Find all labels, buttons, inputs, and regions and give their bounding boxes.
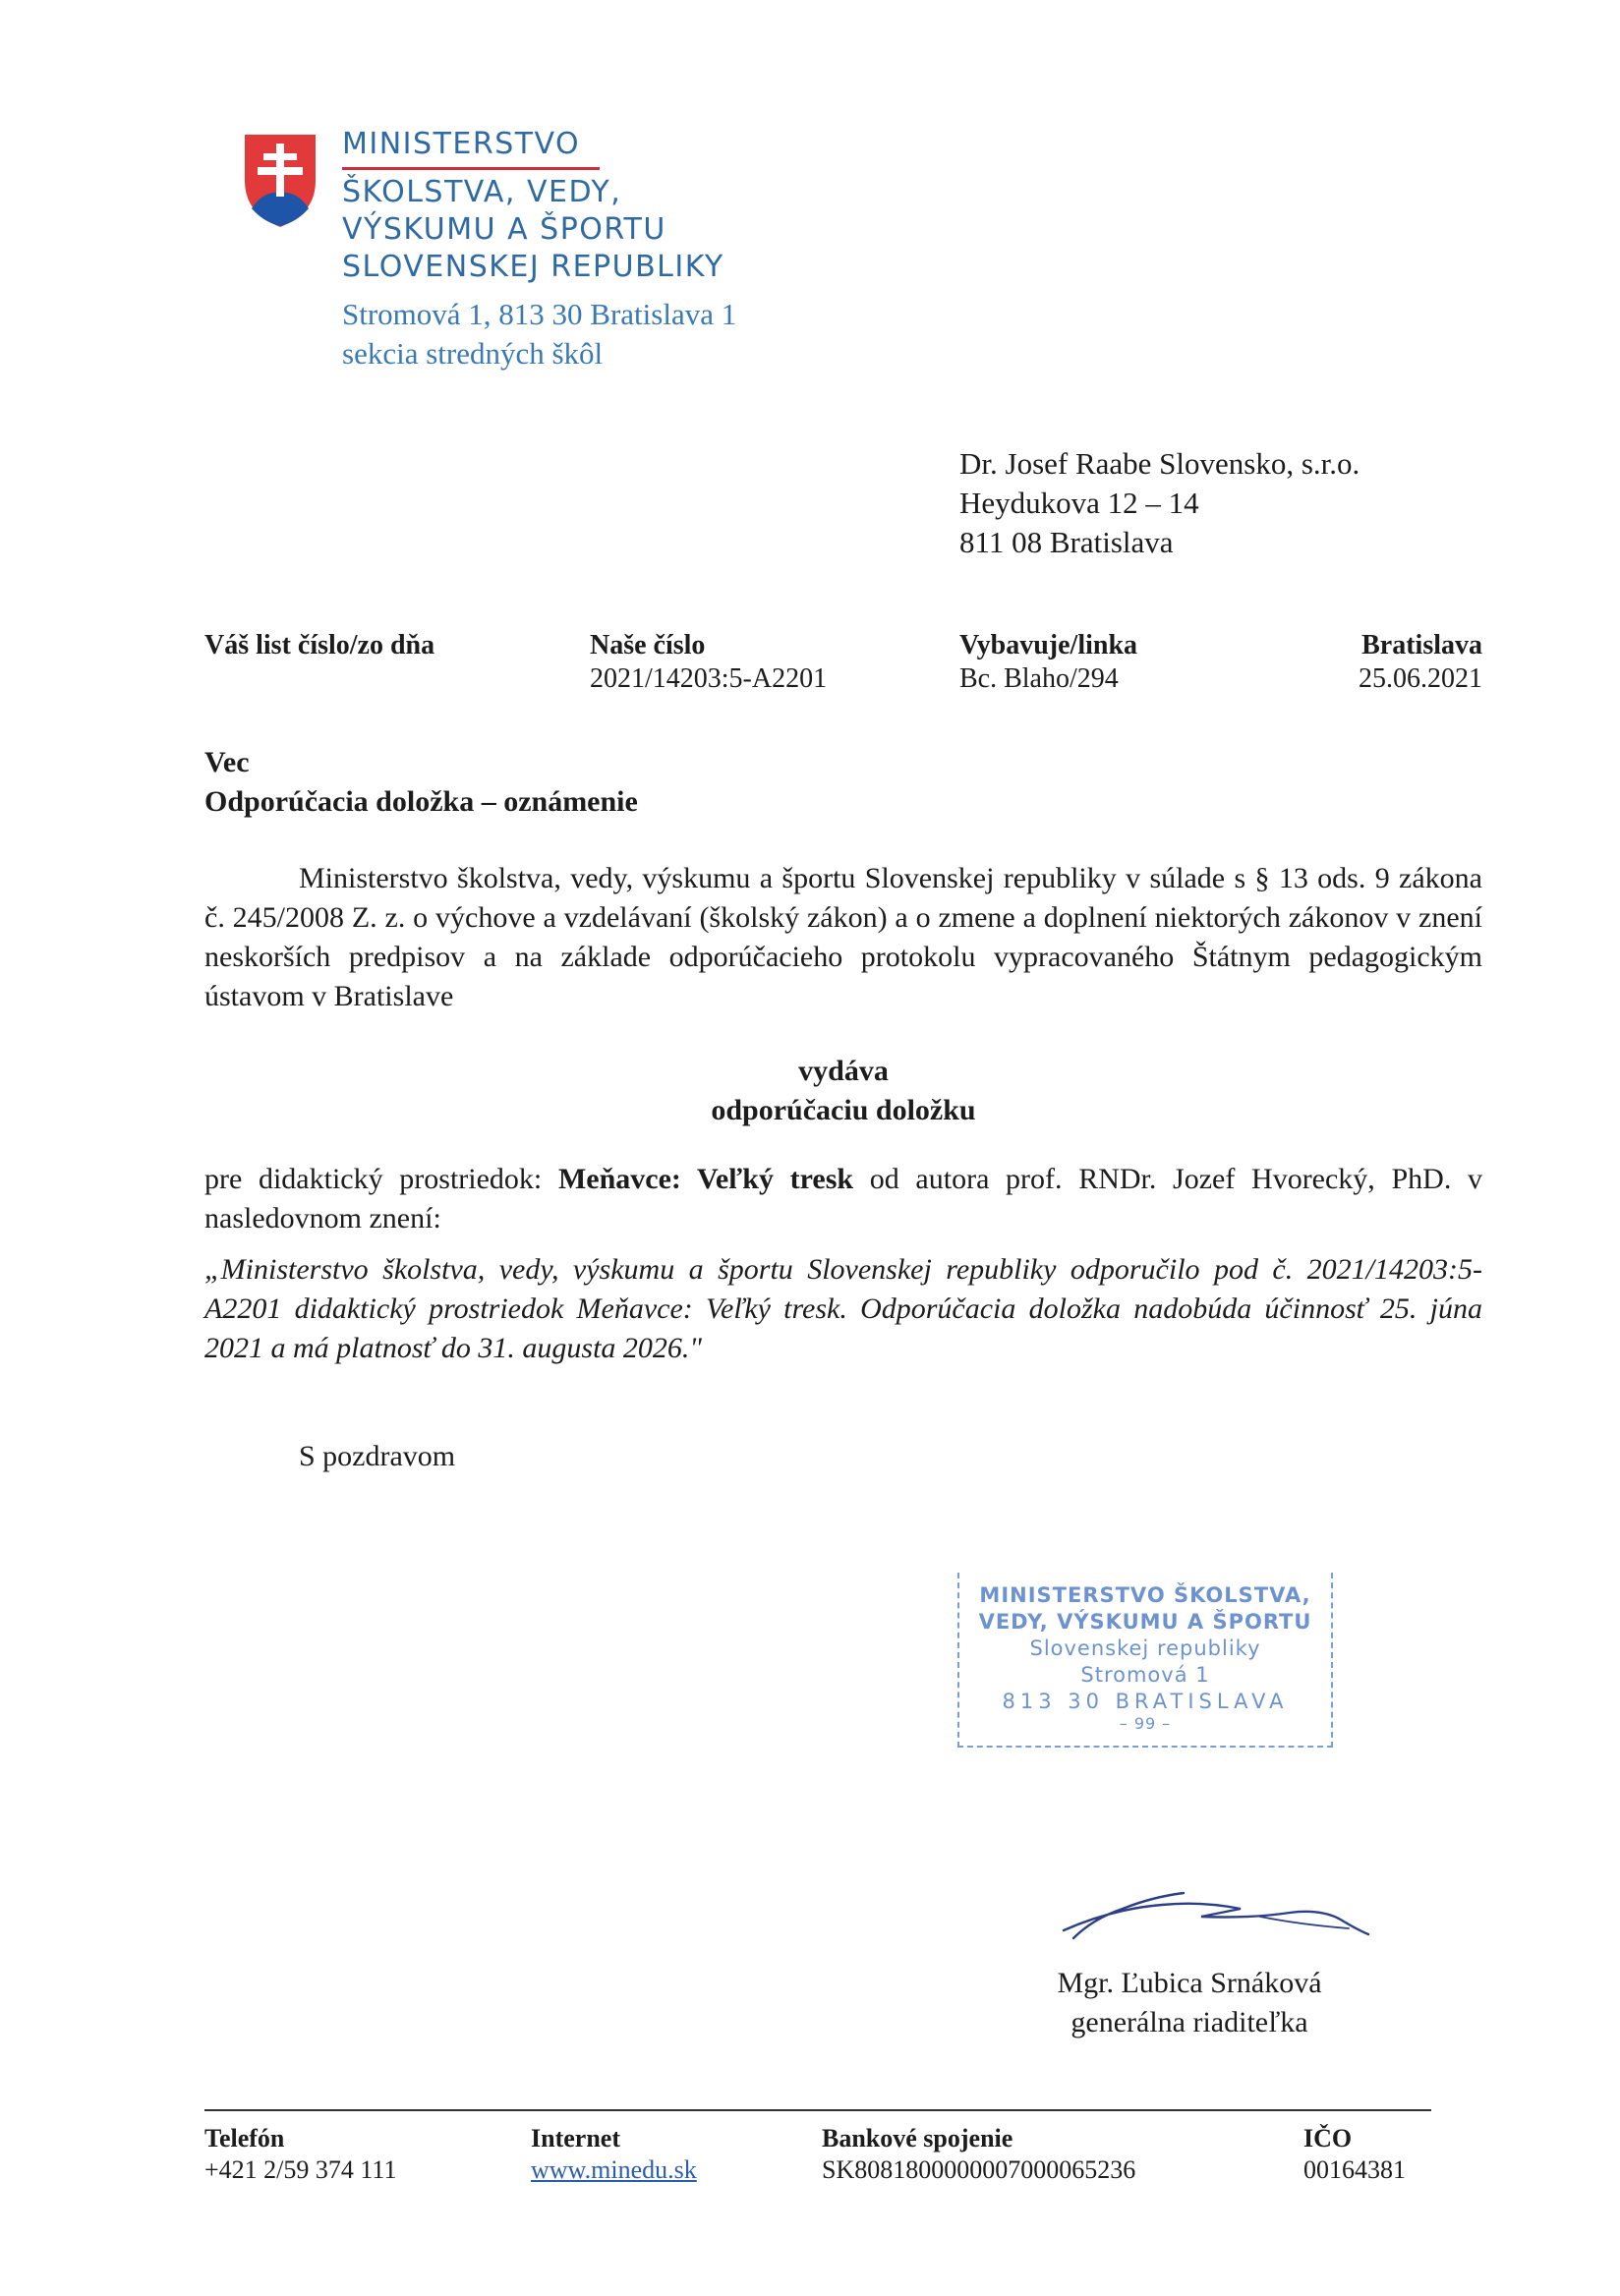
footer-website-link[interactable]: www.minedu.sk	[531, 2155, 697, 2184]
footer-internet-label: Internet	[531, 2124, 620, 2152]
ref-our-number-label: Naše číslo	[590, 630, 706, 660]
footer-ico	[1303, 2123, 1406, 2186]
ministry-line-1: MINISTERSTVO	[342, 127, 581, 161]
recipient-city: 811 08 Bratislava	[959, 525, 1174, 559]
sender-section: sekcia stredných škôl	[342, 336, 604, 371]
product-title: Meňavce: Veľký tresk	[557, 1163, 854, 1195]
ministry-line-4: SLOVENSKEJ REPUBLIKY	[342, 250, 724, 284]
ministry-name	[342, 126, 724, 286]
ref-our-number	[590, 629, 827, 696]
body-paragraph-1: Ministerstvo školstva, vedy, výskumu a športu Slovenskej republiky v súlade s § 13 ods. 9 zákona č. 245/2008 Z. z. o výchove a vzdelávaní (školský zákon) a o zmene a doplnení niektorých zákonov v znení neskorších predpisov a na základe odporúčacieho protokolu vypracovaného Štátnym pedagogickým ústavom v Bratislave	[204, 862, 1482, 1012]
footer-phone	[204, 2123, 396, 2186]
p2-suffix: od autora prof. RNDr. Jozef Hvorecký, PhD. v nasledovnom znení:	[204, 1163, 1483, 1234]
ref-handled-by-value: Bc. Blaho/294	[959, 663, 1119, 694]
stamp-line-2: VEDY, VÝSKUMU A ŠPORTU	[978, 1610, 1312, 1634]
ref-our-number-value: 2021/14203:5-A2201	[590, 663, 828, 694]
quoted-clause: „Ministerstvo školstva, vedy, výskumu a športu Slovenskej republiky odporučilo pod č. 2021/14203:5-A2201 didaktický prostriedok Meňavce: Veľký tresk. Odporúčacia doložka nadobúda účinnosť 25. júna 2021 a má platnosť do 31. augusta 2026."	[204, 1253, 1482, 1364]
ref-your-letter-label: Váš list číslo/zo dňa	[204, 630, 435, 660]
sender-address	[342, 295, 736, 373]
subject-label: Vec	[204, 746, 250, 778]
ministry-rule	[342, 167, 600, 170]
footer-divider	[204, 2109, 1431, 2111]
ref-handled-by-label: Vybavuje/linka	[959, 630, 1138, 660]
subject-title: Odporúčacia doložka – oznámenie	[204, 785, 638, 818]
stamp-line-1: MINISTERSTVO ŠKOLSTVA,	[979, 1583, 1311, 1607]
recipient-address	[959, 444, 1360, 562]
stamp-line-3: Slovenskej republiky	[1029, 1636, 1261, 1660]
issues-block	[204, 1052, 1482, 1130]
coat-of-arms-icon	[242, 132, 318, 230]
ministry-line-3: VÝSKUMU A ŠPORTU	[342, 212, 666, 247]
stamp-line-5: 813 30 BRATISLAVA	[1002, 1690, 1289, 1713]
ref-date: 25.06.2021	[1359, 663, 1482, 694]
ref-your-letter	[204, 629, 434, 662]
footer-phone-label: Telefón	[204, 2124, 285, 2152]
footer-ico-value: 00164381	[1303, 2155, 1406, 2184]
stamp-line-4: Stromová 1	[1080, 1663, 1210, 1687]
ref-handled-by	[959, 629, 1137, 696]
footer-bank	[822, 2123, 1135, 2186]
closing-regards: S pozdravom	[299, 1440, 456, 1472]
ref-place-date	[1278, 629, 1482, 696]
sender-address-line-1: Stromová 1, 813 30 Bratislava 1	[342, 297, 737, 331]
body-paragraph-2	[204, 1160, 1482, 1238]
footer-bank-label: Bankové spojenie	[822, 2124, 1013, 2152]
footer-phone-value: +421 2/59 374 111	[204, 2155, 397, 2184]
footer-bank-value: SK8081800000007000065236	[822, 2155, 1136, 2184]
signer-position: generálna riaditeľka	[1070, 2006, 1308, 2038]
recipient-name: Dr. Josef Raabe Slovensko, s.r.o.	[959, 446, 1360, 481]
signer-block	[1003, 1964, 1376, 2042]
signature-icon	[1054, 1879, 1378, 1958]
footer-internet	[531, 2123, 697, 2186]
official-stamp	[957, 1573, 1333, 1748]
p2-prefix: pre didaktický prostriedok:	[204, 1163, 558, 1195]
ref-place: Bratislava	[1361, 630, 1482, 660]
issues-verb: vydáva	[798, 1055, 889, 1087]
subject-block	[204, 743, 638, 822]
recipient-street: Heydukova 12 – 14	[959, 486, 1199, 520]
ministry-line-2: ŠKOLSTVA, VEDY,	[342, 175, 622, 209]
footer-ico-label: IČO	[1303, 2124, 1353, 2152]
signer-name: Mgr. Ľubica Srnáková	[1057, 1967, 1322, 1999]
issues-object: odporúčaciu doložku	[711, 1094, 976, 1126]
stamp-line-6: – 99 –	[1119, 1714, 1172, 1733]
